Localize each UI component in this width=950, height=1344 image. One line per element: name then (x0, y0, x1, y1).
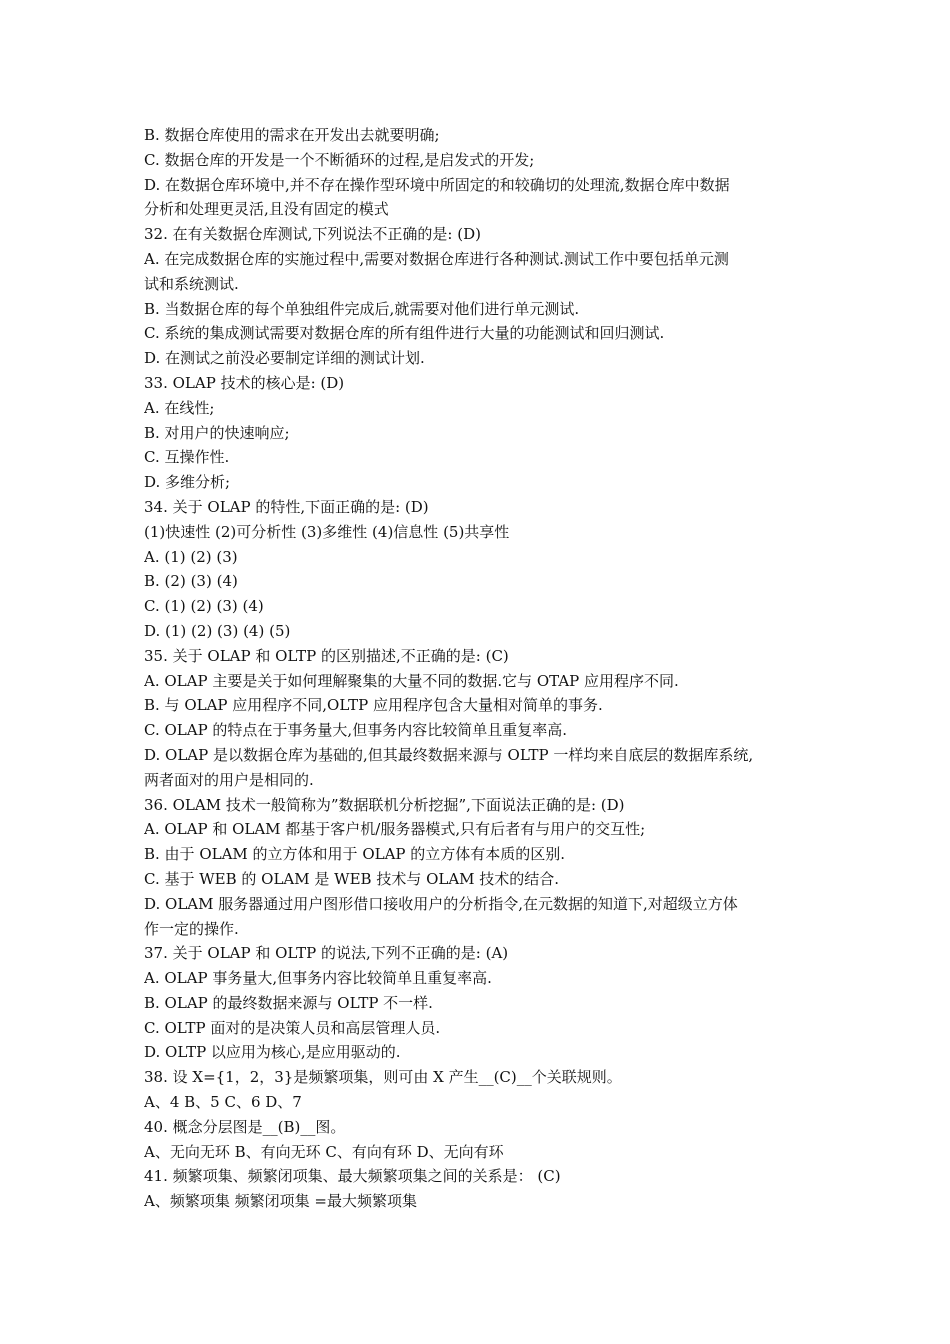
text-line: A. 在线性; (144, 398, 215, 417)
text-line: D. OLAP 是以数据仓库为基础的,但其最终数据来源与 OLTP 一样均来自底层的数据库系统, (144, 745, 754, 764)
text-line: D. 在数据仓库环境中,并不存在操作型环境中所固定的和较确切的处理流,数据仓库中数据 (144, 175, 730, 194)
text-line: D. OLAM 服务器通过用户图形借口接收用户的分析指令,在元数据的知道下,对超级立方体 (144, 894, 738, 913)
text-line: A、频繁项集 频繁闭项集 =最大频繁项集 (144, 1192, 417, 1211)
text-line: A. OLAP 和 OLAM 都基于客户机/服务器模式,只有后者有与用户的交互性; (144, 820, 646, 839)
text-line: (1)快速性 (2)可分析性 (3)多维性 (4)信息性 (5)共享性 (144, 522, 510, 541)
text-line: B. 数据仓库使用的需求在开发出去就要明确; (144, 126, 440, 144)
text-line: C. 基于 WEB 的 OLAM 是 WEB 技术与 OLAM 技术的结合. (144, 869, 560, 888)
text-line: A. OLAP 事务量大,但事务内容比较简单且重复率高. (144, 969, 492, 988)
text-line: B. 由于 OLAM 的立方体和用于 OLAP 的立方体有本质的区别. (144, 845, 566, 864)
text-line: C. 互操作性. (144, 448, 230, 467)
text-line: C. OLTP 面对的是决策人员和高层管理人员. (144, 1018, 441, 1037)
text-line: 试和系统测试. (144, 274, 239, 293)
text-line: A、4 B、5 C、6 D、7 (144, 1093, 302, 1112)
text-line: D. 在测试之前没必要制定详细的测试计划. (144, 349, 425, 368)
text-line: D. 多维分析; (144, 473, 231, 492)
text-line: A. OLAP 主要是关于如何理解聚集的大量不同的数据.它与 OTAP 应用程序不同. (144, 671, 679, 690)
text-line: C. OLAP 的特点在于事务量大,但事务内容比较简单且重复率高. (144, 721, 567, 740)
text-line: 分析和处理更灵活,且没有固定的模式 (144, 200, 389, 219)
question-37: 37. 关于 OLAP 和 OLTP 的说法,下列不正确的是: (A) (144, 944, 509, 963)
question-38: 38. 设 X={1，2，3}是频繁项集，则可由 X 产生__(C)__个关联规则。 (144, 1068, 622, 1087)
text-line: B. 与 OLAP 应用程序不同,OLTP 应用程序包含大量相对简单的事务. (144, 696, 603, 715)
text-line: B. (2) (3) (4) (144, 572, 238, 591)
text-line: A. (1) (2) (3) (144, 547, 238, 566)
question-33: 33. OLAP 技术的核心是: (D) (144, 373, 345, 392)
text-line: D. OLTP 以应用为核心,是应用驱动的. (144, 1043, 401, 1062)
text-line: 作一定的操作. (144, 919, 239, 938)
text-line: D. (1) (2) (3) (4) (5) (144, 621, 291, 640)
document-body (144, 123, 812, 1214)
text-line: B. 对用户的快速响应; (144, 423, 290, 442)
question-40: 40. 概念分层图是__(B)__图。 (144, 1117, 346, 1136)
text-line: B. OLAP 的最终数据来源与 OLTP 不一样. (144, 993, 433, 1012)
question-32: 32. 在有关数据仓库测试,下列说法不正确的是: (D) (144, 225, 481, 244)
question-35: 35. 关于 OLAP 和 OLTP 的区别描述,不正确的是: (C) (144, 646, 509, 665)
text-line: C. (1) (2) (3) (4) (144, 597, 264, 616)
text-line: A、无向无环 B、有向无环 C、有向有环 D、无向有环 (144, 1142, 504, 1161)
text-line: B. 当数据仓库的每个单独组件完成后,就需要对他们进行单元测试. (144, 299, 580, 318)
question-34: 34. 关于 OLAP 的特性,下面正确的是: (D) (144, 497, 429, 516)
text-line: 两者面对的用户是相同的. (144, 770, 314, 789)
text-line: C. 数据仓库的开发是一个不断循环的过程,是启发式的开发; (144, 150, 535, 169)
text-line: C. 系统的集成测试需要对数据仓库的所有组件进行大量的功能测试和回归测试. (144, 324, 665, 343)
question-41: 41. 频繁项集、频繁闭项集、最大频繁项集之间的关系是： (C) (144, 1167, 561, 1186)
text-line: A. 在完成数据仓库的实施过程中,需要对数据仓库进行各种测试.测试工作中要包括单元测 (144, 249, 729, 268)
question-36: 36. OLAM 技术一般简称为”数据联机分析挖掘”,下面说法正确的是: (D) (144, 795, 625, 814)
